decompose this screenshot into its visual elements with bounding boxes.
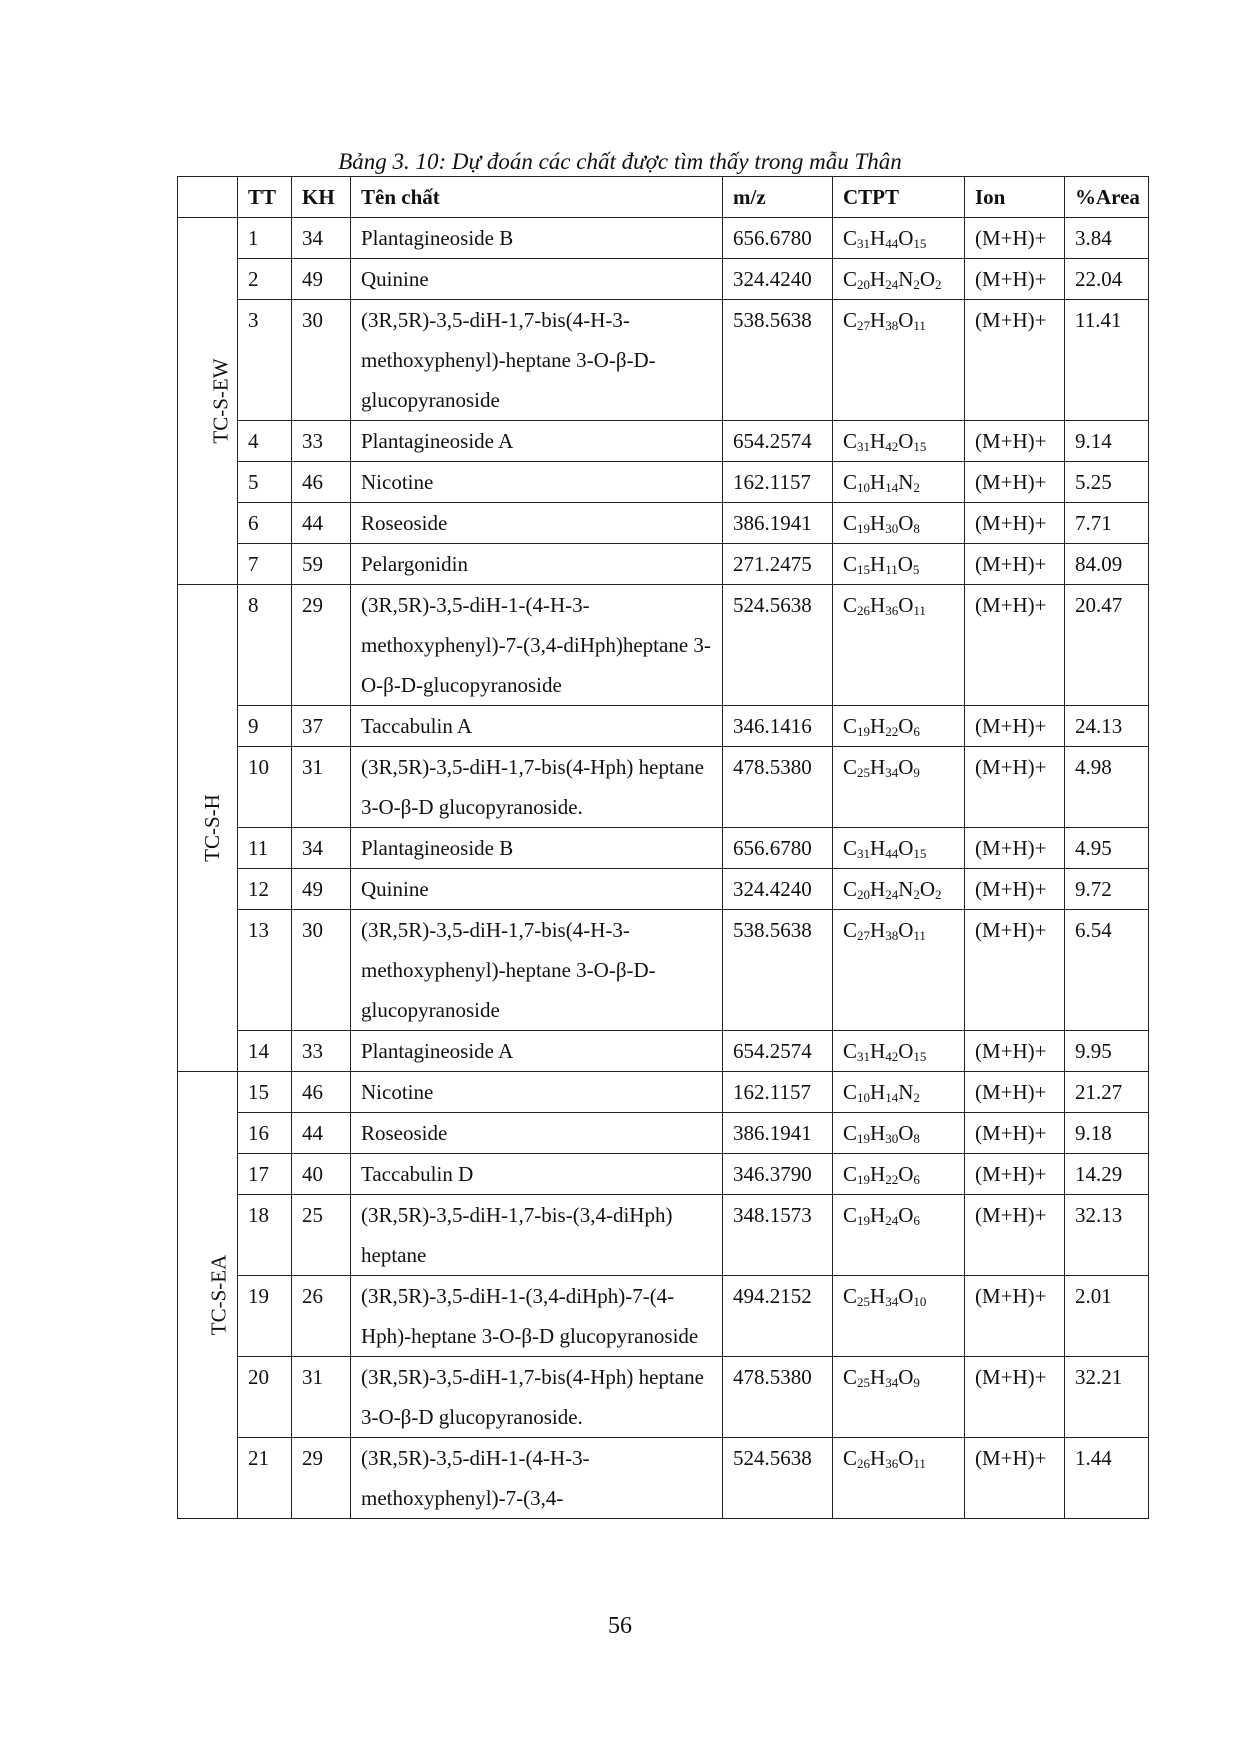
cell-tt: 19 xyxy=(238,1276,292,1357)
cell-area: 9.72 xyxy=(1065,869,1149,910)
cell-ion: (M+H)+ xyxy=(965,300,1065,421)
cell-ion: (M+H)+ xyxy=(965,706,1065,747)
cell-tt: 4 xyxy=(238,421,292,462)
cell-name: (3R,5R)-3,5-diH-1,7-bis(4-Hph) heptane 3-O-β-D glucopyranoside. xyxy=(351,747,723,828)
cell-tt: 15 xyxy=(238,1072,292,1113)
cell-mz: 324.4240 xyxy=(723,259,833,300)
cell-tt: 5 xyxy=(238,462,292,503)
cell-formula: $C_{25}H_{34}O_{10}$ xyxy=(833,1276,965,1357)
group-label-cell xyxy=(178,218,238,585)
table-row xyxy=(178,910,1149,1031)
cell-tt: 14 xyxy=(238,1031,292,1072)
table-row xyxy=(178,585,1149,706)
table-row xyxy=(178,869,1149,910)
cell-kh: 30 xyxy=(292,300,351,421)
cell-name: (3R,5R)-3,5-diH-1-(4-H-3-methoxyphenyl)-7-(3,4- xyxy=(351,1438,723,1519)
table-row xyxy=(178,747,1149,828)
cell-formula: $C_{20}H_{24}N_2O_2$ xyxy=(833,869,965,910)
cell-area: 11.41 xyxy=(1065,300,1149,421)
cell-ion: (M+H)+ xyxy=(965,259,1065,300)
cell-formula: $C_{27}H_{38}O_{11}$ xyxy=(833,910,965,1031)
cell-tt: 1 xyxy=(238,218,292,259)
cell-tt: 18 xyxy=(238,1195,292,1276)
table-row xyxy=(178,828,1149,869)
cell-name: (3R,5R)-3,5-diH-1,7-bis(4-H-3-methoxyphenyl)-heptane 3-O-β-D-glucopyranoside xyxy=(351,910,723,1031)
cell-name: Taccabulin D xyxy=(351,1154,723,1195)
table-row xyxy=(178,259,1149,300)
cell-mz: 478.5380 xyxy=(723,747,833,828)
cell-area: 21.27 xyxy=(1065,1072,1149,1113)
cell-kh: 49 xyxy=(292,259,351,300)
cell-area: 4.95 xyxy=(1065,828,1149,869)
cell-kh: 46 xyxy=(292,462,351,503)
cell-kh: 30 xyxy=(292,910,351,1031)
table-row xyxy=(178,544,1149,585)
cell-formula: $C_{27}H_{38}O_{11}$ xyxy=(833,300,965,421)
cell-formula: $C_{26}H_{36}O_{11}$ xyxy=(833,1438,965,1519)
compound-table xyxy=(177,176,1149,1519)
cell-ion: (M+H)+ xyxy=(965,1154,1065,1195)
cell-ion: (M+H)+ xyxy=(965,1031,1065,1072)
table-row xyxy=(178,1113,1149,1154)
table-row xyxy=(178,1276,1149,1357)
cell-area: 9.18 xyxy=(1065,1113,1149,1154)
cell-kh: 49 xyxy=(292,869,351,910)
cell-kh: 33 xyxy=(292,421,351,462)
cell-mz: 538.5638 xyxy=(723,300,833,421)
group-label: TC-S-EA xyxy=(206,1254,231,1336)
cell-kh: 25 xyxy=(292,1195,351,1276)
cell-tt: 8 xyxy=(238,585,292,706)
cell-kh: 44 xyxy=(292,503,351,544)
cell-formula: $C_{31}H_{44}O_{15}$ xyxy=(833,828,965,869)
cell-area: 6.54 xyxy=(1065,910,1149,1031)
cell-kh: 37 xyxy=(292,706,351,747)
cell-kh: 33 xyxy=(292,1031,351,1072)
cell-mz: 386.1941 xyxy=(723,503,833,544)
cell-tt: 9 xyxy=(238,706,292,747)
cell-kh: 34 xyxy=(292,218,351,259)
cell-mz: 348.1573 xyxy=(723,1195,833,1276)
cell-mz: 386.1941 xyxy=(723,1113,833,1154)
cell-area: 32.21 xyxy=(1065,1357,1149,1438)
cell-formula: $C_{19}H_{24}O_6$ xyxy=(833,1195,965,1276)
header-row xyxy=(178,177,1149,218)
cell-name: Plantagineoside A xyxy=(351,421,723,462)
cell-name: Roseoside xyxy=(351,1113,723,1154)
cell-formula: $C_{31}H_{42}O_{15}$ xyxy=(833,421,965,462)
cell-ion: (M+H)+ xyxy=(965,503,1065,544)
cell-formula: $C_{10}H_{14}N_2$ xyxy=(833,1072,965,1113)
cell-area: 20.47 xyxy=(1065,585,1149,706)
table-caption: Bảng 3. 10: Dự đoán các chất được tìm thấy trong mẫu Thân xyxy=(338,149,902,174)
group-label-cell xyxy=(178,1072,238,1519)
cell-mz: 654.2574 xyxy=(723,1031,833,1072)
cell-formula: $C_{15}H_{11}O_5$ xyxy=(833,544,965,585)
cell-mz: 494.2152 xyxy=(723,1276,833,1357)
cell-kh: 44 xyxy=(292,1113,351,1154)
cell-name: (3R,5R)-3,5-diH-1,7-bis-(3,4-diHph) heptane xyxy=(351,1195,723,1276)
cell-formula: $C_{19}H_{22}O_6$ xyxy=(833,1154,965,1195)
cell-area: 32.13 xyxy=(1065,1195,1149,1276)
cell-ion: (M+H)+ xyxy=(965,747,1065,828)
cell-kh: 40 xyxy=(292,1154,351,1195)
cell-ion: (M+H)+ xyxy=(965,1438,1065,1519)
cell-ion: (M+H)+ xyxy=(965,544,1065,585)
header-kh: KH xyxy=(292,177,351,218)
table-row xyxy=(178,706,1149,747)
cell-area: 9.95 xyxy=(1065,1031,1149,1072)
cell-name: Roseoside xyxy=(351,503,723,544)
cell-name: (3R,5R)-3,5-diH-1-(3,4-diHph)-7-(4-Hph)-heptane 3-O-β-D glucopyranoside xyxy=(351,1276,723,1357)
table-row xyxy=(178,1357,1149,1438)
table-row xyxy=(178,1031,1149,1072)
cell-mz: 654.2574 xyxy=(723,421,833,462)
cell-mz: 524.5638 xyxy=(723,585,833,706)
cell-kh: 29 xyxy=(292,585,351,706)
cell-ion: (M+H)+ xyxy=(965,1072,1065,1113)
cell-tt: 3 xyxy=(238,300,292,421)
table-row xyxy=(178,503,1149,544)
cell-formula: $C_{25}H_{34}O_9$ xyxy=(833,747,965,828)
header-name: Tên chất xyxy=(351,177,723,218)
cell-ion: (M+H)+ xyxy=(965,1276,1065,1357)
cell-formula: $C_{10}H_{14}N_2$ xyxy=(833,462,965,503)
table-body xyxy=(178,218,1149,1519)
header-mz: m/z xyxy=(723,177,833,218)
cell-mz: 478.5380 xyxy=(723,1357,833,1438)
group-label-cell xyxy=(178,585,238,1072)
cell-formula: $C_{25}H_{34}O_9$ xyxy=(833,1357,965,1438)
cell-area: 14.29 xyxy=(1065,1154,1149,1195)
cell-formula: $C_{26}H_{36}O_{11}$ xyxy=(833,585,965,706)
cell-mz: 346.1416 xyxy=(723,706,833,747)
cell-name: Nicotine xyxy=(351,462,723,503)
cell-area: 4.98 xyxy=(1065,747,1149,828)
cell-tt: 6 xyxy=(238,503,292,544)
cell-ion: (M+H)+ xyxy=(965,910,1065,1031)
cell-name: (3R,5R)-3,5-diH-1-(4-H-3-methoxyphenyl)-7-(3,4-diHph)heptane 3-O-β-D-glucopyranoside xyxy=(351,585,723,706)
cell-mz: 524.5638 xyxy=(723,1438,833,1519)
cell-tt: 21 xyxy=(238,1438,292,1519)
cell-mz: 162.1157 xyxy=(723,462,833,503)
cell-tt: 13 xyxy=(238,910,292,1031)
table-row xyxy=(178,218,1149,259)
cell-kh: 29 xyxy=(292,1438,351,1519)
group-label: TC-S-H xyxy=(199,794,224,862)
cell-formula: $C_{19}H_{30}O_8$ xyxy=(833,503,965,544)
cell-name: Plantagineoside A xyxy=(351,1031,723,1072)
cell-ion: (M+H)+ xyxy=(965,1113,1065,1154)
cell-area: 5.25 xyxy=(1065,462,1149,503)
cell-kh: 59 xyxy=(292,544,351,585)
cell-kh: 31 xyxy=(292,747,351,828)
cell-formula: $C_{20}H_{24}N_2O_2$ xyxy=(833,259,965,300)
cell-mz: 656.6780 xyxy=(723,218,833,259)
cell-tt: 11 xyxy=(238,828,292,869)
cell-kh: 31 xyxy=(292,1357,351,1438)
table-row xyxy=(178,462,1149,503)
cell-area: 84.09 xyxy=(1065,544,1149,585)
cell-tt: 12 xyxy=(238,869,292,910)
cell-ion: (M+H)+ xyxy=(965,585,1065,706)
cell-ion: (M+H)+ xyxy=(965,828,1065,869)
cell-mz: 324.4240 xyxy=(723,869,833,910)
cell-name: Nicotine xyxy=(351,1072,723,1113)
cell-name: Plantagineoside B xyxy=(351,218,723,259)
cell-name: (3R,5R)-3,5-diH-1,7-bis(4-Hph) heptane 3-O-β-D glucopyranoside. xyxy=(351,1357,723,1438)
cell-formula: $C_{31}H_{42}O_{15}$ xyxy=(833,1031,965,1072)
cell-name: Quinine xyxy=(351,259,723,300)
cell-formula: $C_{31}H_{44}O_{15}$ xyxy=(833,218,965,259)
cell-kh: 46 xyxy=(292,1072,351,1113)
table-row xyxy=(178,1438,1149,1519)
cell-ion: (M+H)+ xyxy=(965,1195,1065,1276)
header-tt: TT xyxy=(238,177,292,218)
table-row xyxy=(178,1072,1149,1113)
cell-mz: 538.5638 xyxy=(723,910,833,1031)
cell-area: 1.44 xyxy=(1065,1438,1149,1519)
table-row xyxy=(178,421,1149,462)
cell-area: 2.01 xyxy=(1065,1276,1149,1357)
cell-tt: 16 xyxy=(238,1113,292,1154)
cell-name: Pelargonidin xyxy=(351,544,723,585)
cell-area: 3.84 xyxy=(1065,218,1149,259)
cell-tt: 17 xyxy=(238,1154,292,1195)
cell-area: 24.13 xyxy=(1065,706,1149,747)
cell-name: Taccabulin A xyxy=(351,706,723,747)
cell-formula: $C_{19}H_{30}O_8$ xyxy=(833,1113,965,1154)
cell-ion: (M+H)+ xyxy=(965,421,1065,462)
cell-area: 7.71 xyxy=(1065,503,1149,544)
cell-kh: 34 xyxy=(292,828,351,869)
cell-mz: 656.6780 xyxy=(723,828,833,869)
cell-ion: (M+H)+ xyxy=(965,869,1065,910)
cell-tt: 20 xyxy=(238,1357,292,1438)
group-label: TC-S-EW xyxy=(208,358,233,444)
header-area: %Area xyxy=(1065,177,1149,218)
cell-tt: 2 xyxy=(238,259,292,300)
cell-ion: (M+H)+ xyxy=(965,1357,1065,1438)
cell-name: (3R,5R)-3,5-diH-1,7-bis(4-H-3-methoxyphenyl)-heptane 3-O-β-D-glucopyranoside xyxy=(351,300,723,421)
cell-mz: 346.3790 xyxy=(723,1154,833,1195)
cell-formula: $C_{19}H_{22}O_6$ xyxy=(833,706,965,747)
page-number: 56 xyxy=(608,1613,632,1639)
header-ctpt: CTPT xyxy=(833,177,965,218)
table-row xyxy=(178,300,1149,421)
table-row xyxy=(178,1195,1149,1276)
cell-ion: (M+H)+ xyxy=(965,462,1065,503)
cell-area: 9.14 xyxy=(1065,421,1149,462)
cell-area: 22.04 xyxy=(1065,259,1149,300)
table-row xyxy=(178,1154,1149,1195)
cell-mz: 162.1157 xyxy=(723,1072,833,1113)
cell-name: Quinine xyxy=(351,869,723,910)
cell-kh: 26 xyxy=(292,1276,351,1357)
header-ion: Ion xyxy=(965,177,1065,218)
cell-ion: (M+H)+ xyxy=(965,218,1065,259)
header-group xyxy=(178,177,238,218)
cell-name: Plantagineoside B xyxy=(351,828,723,869)
cell-mz: 271.2475 xyxy=(723,544,833,585)
cell-tt: 10 xyxy=(238,747,292,828)
cell-tt: 7 xyxy=(238,544,292,585)
